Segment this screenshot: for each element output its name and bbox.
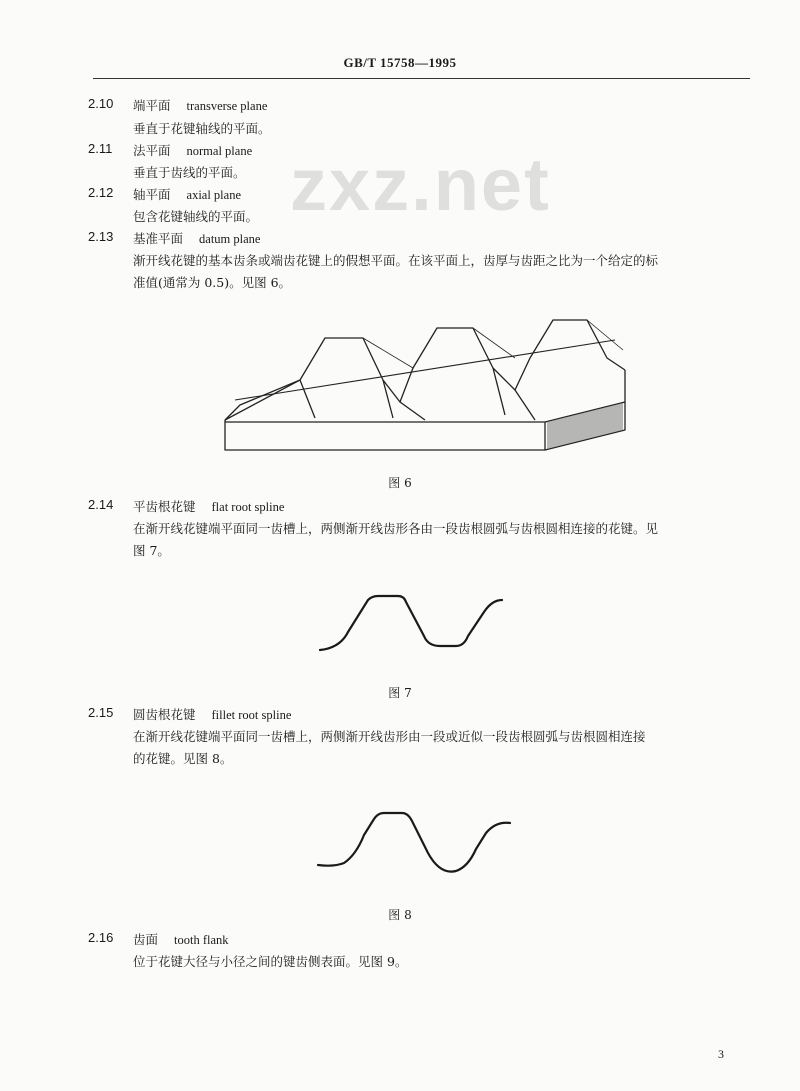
section-body: 的花键。见图 8。 <box>133 751 233 766</box>
term-zh: 法平面 <box>133 143 171 158</box>
section-number: 2.14 <box>88 497 114 512</box>
section-body: 包含花键轴线的平面。 <box>133 209 259 224</box>
term-zh: 平齿根花键 <box>133 499 196 514</box>
term-en: tooth flank <box>174 933 229 947</box>
term-en: transverse plane <box>186 99 268 113</box>
term-zh: 基准平面 <box>133 231 184 246</box>
term-zh: 圆齿根花键 <box>133 707 196 722</box>
section-number: 2.10 <box>88 96 114 111</box>
figure-6-caption: 图 6 <box>388 476 412 490</box>
section-term <box>133 497 284 515</box>
figure-8-fillet-root-profile <box>316 805 522 880</box>
section-term <box>133 930 229 948</box>
term-zh: 轴平面 <box>133 187 171 202</box>
section-body: 位于花键大径与小径之间的键齿侧表面。见图 9。 <box>133 954 408 969</box>
watermark: zxz.net <box>290 143 551 226</box>
section-body: 在渐开线花键端平面同一齿槽上，两侧渐开线齿形由一段或近似一段齿根圆弧与齿根圆相连接 <box>133 729 646 744</box>
term-en: datum plane <box>199 232 261 246</box>
document-header: GB/T 15758—1995 <box>343 55 457 70</box>
page-number: 3 <box>718 1047 724 1061</box>
section-number: 2.12 <box>88 185 114 200</box>
section-term <box>133 229 260 247</box>
section-number: 2.13 <box>88 229 114 244</box>
section-body: 图 7。 <box>133 543 170 558</box>
term-en: fillet root spline <box>211 708 292 722</box>
section-body: 渐开线花键的基本齿条或端齿花键上的假想平面。在该平面上，齿厚与齿距之比为一个给定的标 <box>133 253 659 268</box>
figure-7-flat-root-profile <box>318 588 518 658</box>
section-body: 在渐开线花键端平面同一齿槽上，两侧渐开线齿形各由一段齿根圆弧与齿根圆相连接的花键。见 <box>133 521 659 536</box>
header-rule <box>93 78 750 79</box>
term-zh: 端平面 <box>133 98 171 113</box>
term-en: flat root spline <box>211 500 285 514</box>
section-body: 垂直于花键轴线的平面。 <box>133 121 271 136</box>
section-body: 准值(通常为 0.5)。见图 6。 <box>133 275 292 290</box>
section-body: 垂直于齿线的平面。 <box>133 165 246 180</box>
section-term <box>133 705 291 723</box>
section-term <box>133 96 267 114</box>
section-number: 2.15 <box>88 705 114 720</box>
figure-6-datum-plane-drawing <box>215 310 635 460</box>
figure-7-caption: 图 7 <box>388 686 412 700</box>
term-en: normal plane <box>186 144 253 158</box>
figure-8-caption: 图 8 <box>388 908 412 922</box>
term-en: axial plane <box>186 188 242 202</box>
term-zh: 齿面 <box>133 932 159 947</box>
section-term <box>133 141 252 159</box>
section-number: 2.11 <box>88 141 113 156</box>
section-term <box>133 185 241 203</box>
section-number: 2.16 <box>88 930 114 945</box>
